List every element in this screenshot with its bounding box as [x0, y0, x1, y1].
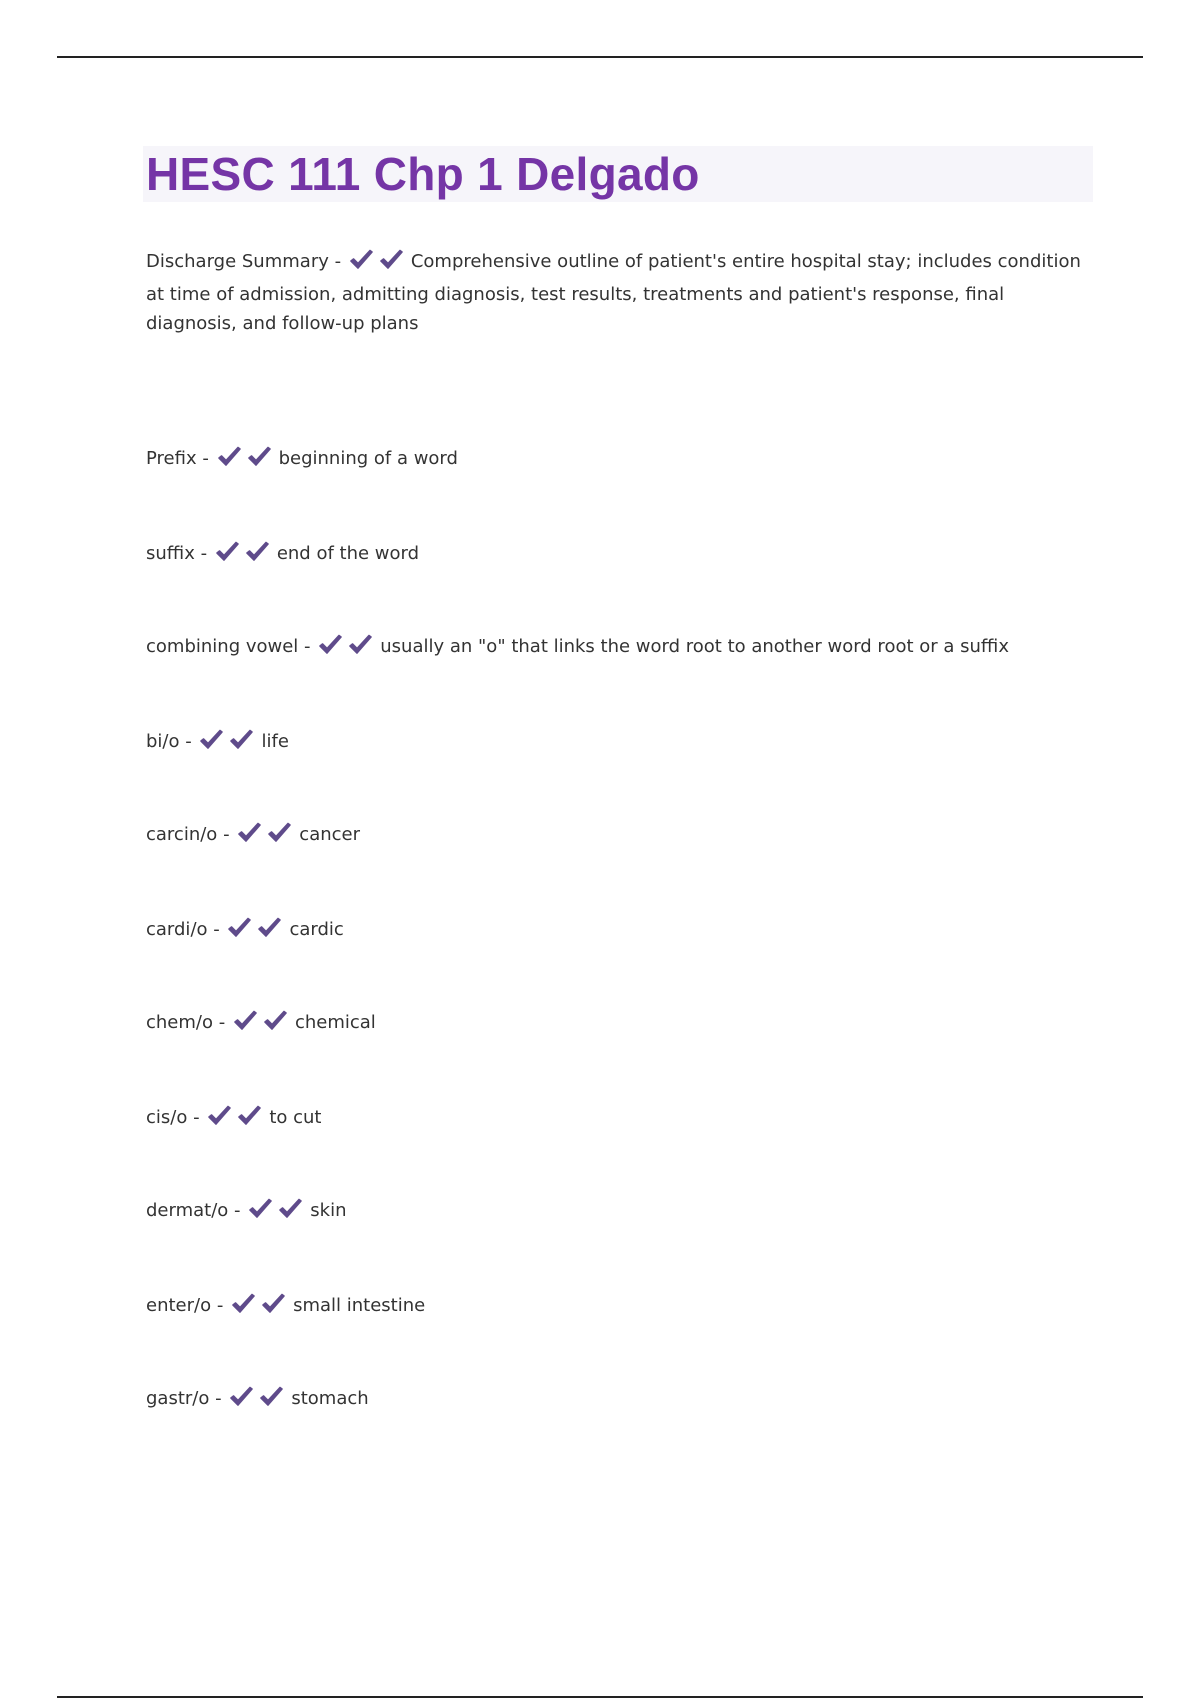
entry-separator: - — [334, 251, 342, 272]
checkmarks — [231, 1293, 291, 1324]
flashcard-entry — [146, 1103, 1092, 1136]
flashcard-entry — [146, 1384, 1092, 1417]
entry-definition: skin — [310, 1200, 347, 1221]
entry-separator: - — [213, 919, 220, 940]
check-icon — [349, 249, 374, 271]
entry-separator: - — [216, 1295, 224, 1316]
checkmarks — [318, 634, 378, 665]
check-icon — [237, 822, 262, 844]
checkmarks — [237, 822, 297, 853]
entry-definition: small intestine — [293, 1295, 426, 1316]
check-icon — [259, 1386, 284, 1408]
check-icon — [257, 917, 282, 939]
entry-term: Discharge Summary — [146, 251, 329, 272]
document-title: HESC 111 Chp 1 Delgado — [146, 148, 700, 200]
flashcard-entry — [146, 915, 1092, 948]
check-icon — [247, 446, 272, 468]
entry-definition: Comprehensive outline of patient's entire hospital stay; includes condition at time of admission, admitting diagnosis, test results, treatments and patient's response, final diagnosis, and follow-up plans — [146, 251, 1081, 334]
flashcard-entry — [146, 539, 1092, 572]
flashcard-entry — [146, 727, 1092, 760]
checkmarks — [215, 541, 275, 572]
check-icon — [229, 729, 254, 751]
entry-term: chem/o — [146, 1012, 213, 1033]
checkmarks — [227, 917, 287, 948]
entry-definition: usually an "o" that links the word root to another word root or a suffix — [380, 636, 1009, 657]
checkmarks — [229, 1386, 289, 1417]
entry-separator: - — [202, 448, 209, 469]
entry-term: cis/o — [146, 1107, 188, 1128]
entry-definition: chemical — [294, 1012, 376, 1033]
entry-term: bi/o — [146, 731, 180, 752]
entry-term: combining vowel — [146, 636, 299, 657]
flashcard-entry — [146, 247, 1092, 338]
checkmarks — [217, 446, 277, 477]
entry-term: carcin/o — [146, 824, 218, 845]
entry-definition: cancer — [299, 824, 361, 845]
check-icon — [263, 1010, 288, 1032]
flashcard-entry — [146, 820, 1092, 853]
entry-term: dermat/o — [146, 1200, 229, 1221]
entry-term: enter/o — [146, 1295, 212, 1316]
check-icon — [231, 1293, 256, 1315]
checkmarks — [207, 1105, 267, 1136]
entry-definition: cardic — [289, 919, 344, 940]
entry-term: Prefix — [146, 448, 197, 469]
entry-separator: - — [215, 1388, 222, 1409]
entry-definition: to cut — [269, 1107, 322, 1128]
check-icon — [233, 1010, 258, 1032]
check-icon — [245, 541, 270, 563]
check-icon — [248, 1198, 273, 1220]
flashcard-entry — [146, 1291, 1092, 1324]
check-icon — [217, 446, 242, 468]
entry-definition: stomach — [291, 1388, 369, 1409]
entry-separator: - — [223, 824, 230, 845]
flashcard-entry — [146, 1008, 1092, 1041]
footer-rule — [57, 1696, 1143, 1698]
check-icon — [318, 634, 343, 656]
checkmarks — [199, 729, 259, 760]
entry-definition: beginning of a word — [278, 448, 458, 469]
flashcard-entry — [146, 444, 1092, 477]
check-icon — [199, 729, 224, 751]
check-icon — [278, 1198, 303, 1220]
check-icon — [229, 1386, 254, 1408]
check-icon — [237, 1105, 262, 1127]
entry-term: suffix — [146, 543, 195, 564]
entry-separator: - — [193, 1107, 200, 1128]
checkmarks — [248, 1198, 308, 1229]
flashcard-entry — [146, 632, 1092, 665]
header-rule — [57, 56, 1143, 58]
checkmarks — [349, 249, 409, 280]
entry-separator: - — [304, 636, 311, 657]
check-icon — [267, 822, 292, 844]
entry-separator: - — [200, 543, 208, 564]
flashcard-entry — [146, 1196, 1092, 1229]
entry-definition: life — [261, 731, 289, 752]
entry-term: gastr/o — [146, 1388, 210, 1409]
entry-separator: - — [234, 1200, 241, 1221]
entry-term: cardi/o — [146, 919, 208, 940]
entry-separator: - — [185, 731, 192, 752]
check-icon — [379, 249, 404, 271]
check-icon — [261, 1293, 286, 1315]
check-icon — [348, 634, 373, 656]
checkmarks — [233, 1010, 293, 1041]
entry-definition: end of the word — [276, 543, 420, 564]
check-icon — [215, 541, 240, 563]
check-icon — [207, 1105, 232, 1127]
entry-separator: - — [218, 1012, 226, 1033]
check-icon — [227, 917, 252, 939]
